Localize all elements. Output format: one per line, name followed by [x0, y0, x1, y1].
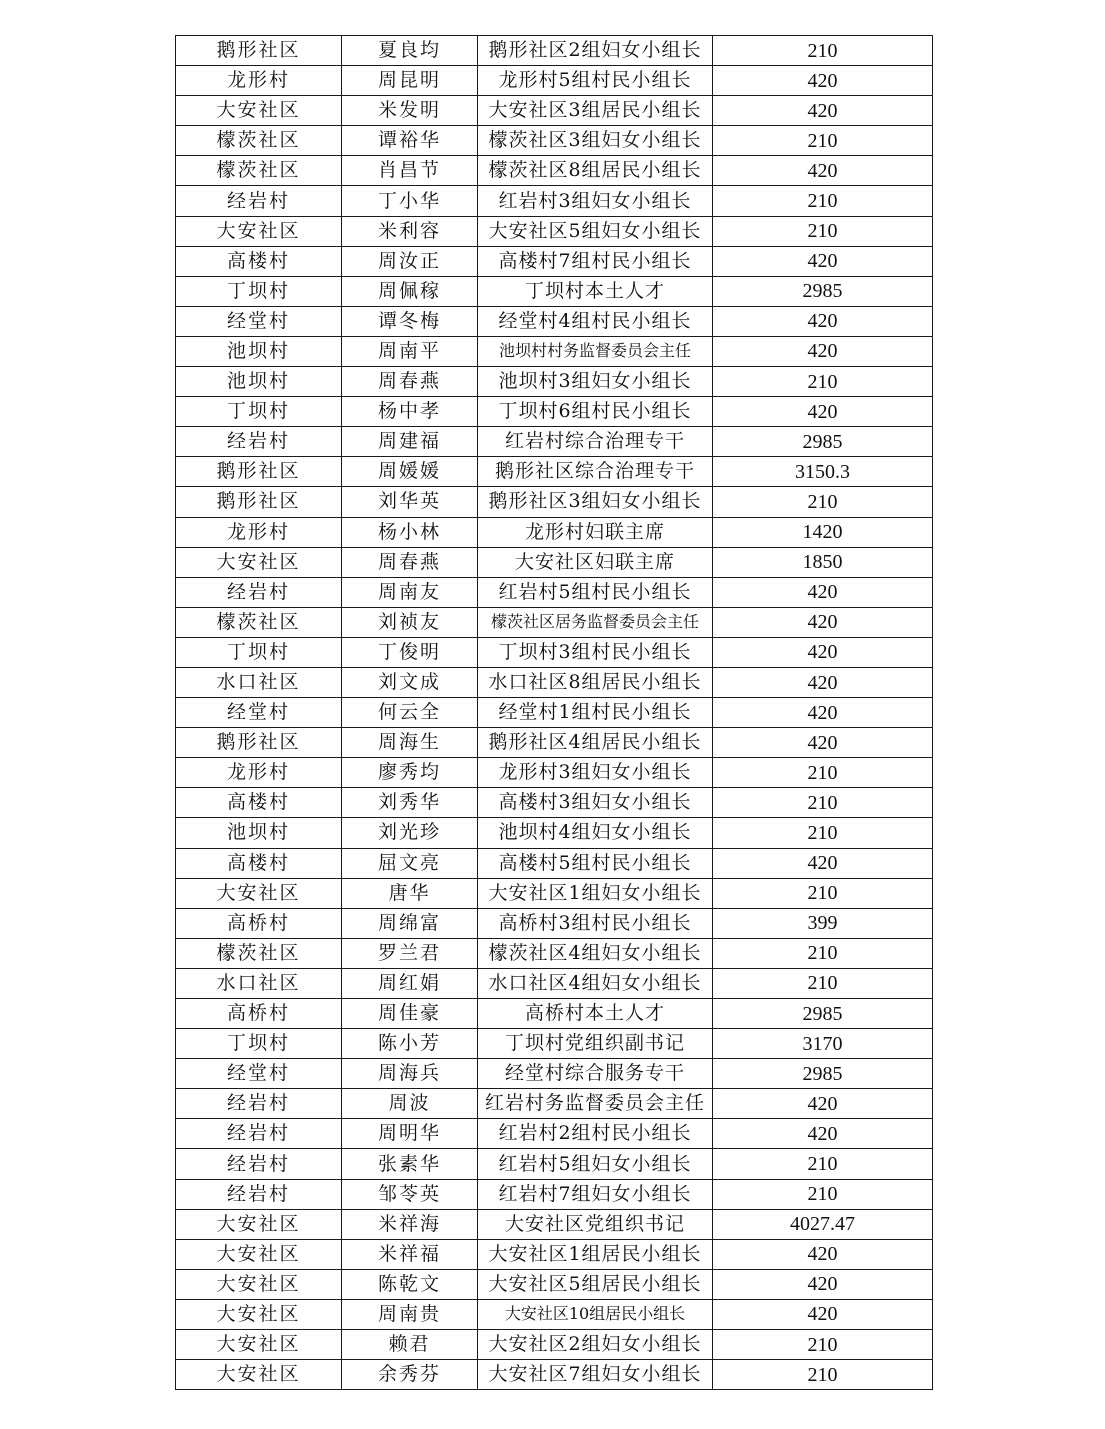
role-cell: 红岩村5组妇女小组长 — [478, 1149, 713, 1179]
org-cell: 大安社区 — [176, 1360, 342, 1390]
name-cell: 肖昌节 — [342, 156, 478, 186]
table-row — [176, 1330, 933, 1360]
org-cell: 大安社区 — [176, 1299, 342, 1329]
amount-cell: 420 — [713, 1239, 933, 1269]
role-cell: 大安社区10组居民小组长 — [478, 1299, 713, 1329]
name-cell: 张素华 — [342, 1149, 478, 1179]
name-cell: 屈文亮 — [342, 848, 478, 878]
amount-cell: 210 — [713, 367, 933, 397]
amount-cell: 420 — [713, 246, 933, 276]
role-cell: 大安社区妇联主席 — [478, 547, 713, 577]
table-row — [176, 186, 933, 216]
name-cell: 陈小芳 — [342, 1029, 478, 1059]
name-cell: 周建福 — [342, 427, 478, 457]
table-row — [176, 1059, 933, 1089]
table-row — [176, 1299, 933, 1329]
amount-cell: 420 — [713, 728, 933, 758]
table-row — [176, 336, 933, 366]
role-cell: 大安社区2组妇女小组长 — [478, 1330, 713, 1360]
table-row — [176, 246, 933, 276]
amount-cell: 210 — [713, 487, 933, 517]
amount-cell: 420 — [713, 848, 933, 878]
table-row — [176, 1239, 933, 1269]
org-cell: 龙形村 — [176, 517, 342, 547]
org-cell: 水口社区 — [176, 667, 342, 697]
org-cell: 大安社区 — [176, 1330, 342, 1360]
org-cell: 丁坝村 — [176, 276, 342, 306]
name-cell: 周佩稼 — [342, 276, 478, 306]
table-row — [176, 1089, 933, 1119]
org-cell: 檬茨社区 — [176, 607, 342, 637]
role-cell: 檬茨社区3组妇女小组长 — [478, 126, 713, 156]
name-cell: 邹苓英 — [342, 1179, 478, 1209]
name-cell: 周春燕 — [342, 547, 478, 577]
table-row — [176, 397, 933, 427]
role-cell: 高桥村本土人才 — [478, 999, 713, 1029]
org-cell: 高桥村 — [176, 999, 342, 1029]
table-row — [176, 1179, 933, 1209]
amount-cell: 420 — [713, 66, 933, 96]
org-cell: 大安社区 — [176, 216, 342, 246]
table-row — [176, 216, 933, 246]
table-row — [176, 276, 933, 306]
role-cell: 鹅形社区3组妇女小组长 — [478, 487, 713, 517]
name-cell: 唐华 — [342, 878, 478, 908]
table-row — [176, 637, 933, 667]
amount-cell: 420 — [713, 698, 933, 728]
org-cell: 经岩村 — [176, 1179, 342, 1209]
table-row — [176, 667, 933, 697]
amount-cell: 210 — [713, 186, 933, 216]
org-cell: 檬茨社区 — [176, 938, 342, 968]
role-cell: 经堂村综合服务专干 — [478, 1059, 713, 1089]
table-row — [176, 698, 933, 728]
org-cell: 经岩村 — [176, 1149, 342, 1179]
amount-cell: 1420 — [713, 517, 933, 547]
org-cell: 鹅形社区 — [176, 457, 342, 487]
org-cell: 经堂村 — [176, 1059, 342, 1089]
name-cell: 夏良均 — [342, 36, 478, 66]
org-cell: 池坝村 — [176, 367, 342, 397]
table-row — [176, 1269, 933, 1299]
table-row — [176, 126, 933, 156]
org-cell: 经岩村 — [176, 1089, 342, 1119]
role-cell: 檬茨社区居务监督委员会主任 — [478, 607, 713, 637]
org-cell: 大安社区 — [176, 1269, 342, 1299]
role-cell: 水口社区4组妇女小组长 — [478, 968, 713, 998]
role-cell: 龙形村3组妇女小组长 — [478, 758, 713, 788]
amount-cell: 210 — [713, 1149, 933, 1179]
table-row — [176, 607, 933, 637]
role-cell: 檬茨社区8组居民小组长 — [478, 156, 713, 186]
amount-cell: 399 — [713, 908, 933, 938]
table-row — [176, 908, 933, 938]
amount-cell: 210 — [713, 1330, 933, 1360]
name-cell: 杨小林 — [342, 517, 478, 547]
amount-cell: 3170 — [713, 1029, 933, 1059]
table-row — [176, 577, 933, 607]
table-row — [176, 487, 933, 517]
amount-cell: 420 — [713, 667, 933, 697]
name-cell: 廖秀均 — [342, 758, 478, 788]
amount-cell: 210 — [713, 126, 933, 156]
amount-cell: 420 — [713, 397, 933, 427]
org-cell: 经岩村 — [176, 427, 342, 457]
org-cell: 鹅形社区 — [176, 487, 342, 517]
role-cell: 大安社区5组居民小组长 — [478, 1269, 713, 1299]
name-cell: 周波 — [342, 1089, 478, 1119]
role-cell: 大安社区1组妇女小组长 — [478, 878, 713, 908]
name-cell: 米发明 — [342, 96, 478, 126]
role-cell: 大安社区党组织书记 — [478, 1209, 713, 1239]
name-cell: 周媛媛 — [342, 457, 478, 487]
role-cell: 池坝村3组妇女小组长 — [478, 367, 713, 397]
org-cell: 高楼村 — [176, 788, 342, 818]
role-cell: 丁坝村本土人才 — [478, 276, 713, 306]
amount-cell: 3150.3 — [713, 457, 933, 487]
table-body — [176, 36, 933, 1390]
name-cell: 周春燕 — [342, 367, 478, 397]
role-cell: 红岩村3组妇女小组长 — [478, 186, 713, 216]
table-row — [176, 1119, 933, 1149]
name-cell: 刘文成 — [342, 667, 478, 697]
name-cell: 周南友 — [342, 577, 478, 607]
org-cell: 经堂村 — [176, 698, 342, 728]
role-cell: 鹅形社区4组居民小组长 — [478, 728, 713, 758]
name-cell: 谭冬梅 — [342, 306, 478, 336]
org-cell: 大安社区 — [176, 96, 342, 126]
role-cell: 龙形村5组村民小组长 — [478, 66, 713, 96]
name-cell: 米祥海 — [342, 1209, 478, 1239]
table-row — [176, 1360, 933, 1390]
org-cell: 鹅形社区 — [176, 728, 342, 758]
role-cell: 池坝村村务监督委员会主任 — [478, 336, 713, 366]
amount-cell: 210 — [713, 968, 933, 998]
amount-cell: 210 — [713, 1179, 933, 1209]
org-cell: 龙形村 — [176, 758, 342, 788]
role-cell: 经堂村4组村民小组长 — [478, 306, 713, 336]
role-cell: 红岩村综合治理专干 — [478, 427, 713, 457]
table-row — [176, 758, 933, 788]
name-cell: 丁俊明 — [342, 637, 478, 667]
role-cell: 大安社区3组居民小组长 — [478, 96, 713, 126]
table-row — [176, 517, 933, 547]
name-cell: 刘华英 — [342, 487, 478, 517]
amount-cell: 210 — [713, 1360, 933, 1390]
amount-cell: 1850 — [713, 547, 933, 577]
name-cell: 周红娟 — [342, 968, 478, 998]
org-cell: 高楼村 — [176, 848, 342, 878]
table-row — [176, 547, 933, 577]
table-row — [176, 999, 933, 1029]
name-cell: 周南平 — [342, 336, 478, 366]
name-cell: 周汝正 — [342, 246, 478, 276]
org-cell: 鹅形社区 — [176, 36, 342, 66]
role-cell: 红岩村7组妇女小组长 — [478, 1179, 713, 1209]
role-cell: 高桥村3组村民小组长 — [478, 908, 713, 938]
role-cell: 高楼村5组村民小组长 — [478, 848, 713, 878]
table-row — [176, 818, 933, 848]
role-cell: 鹅形社区2组妇女小组长 — [478, 36, 713, 66]
role-cell: 高楼村3组妇女小组长 — [478, 788, 713, 818]
name-cell: 周昆明 — [342, 66, 478, 96]
amount-cell: 420 — [713, 96, 933, 126]
amount-cell: 420 — [713, 637, 933, 667]
role-cell: 鹅形社区综合治理专干 — [478, 457, 713, 487]
org-cell: 经岩村 — [176, 186, 342, 216]
table-row — [176, 848, 933, 878]
org-cell: 丁坝村 — [176, 1029, 342, 1059]
org-cell: 高楼村 — [176, 246, 342, 276]
role-cell: 大安社区7组妇女小组长 — [478, 1360, 713, 1390]
amount-cell: 210 — [713, 788, 933, 818]
amount-cell: 420 — [713, 336, 933, 366]
name-cell: 谭裕华 — [342, 126, 478, 156]
org-cell: 池坝村 — [176, 336, 342, 366]
org-cell: 经岩村 — [176, 1119, 342, 1149]
table-row — [176, 968, 933, 998]
role-cell: 丁坝村6组村民小组长 — [478, 397, 713, 427]
amount-cell: 420 — [713, 607, 933, 637]
name-cell: 周海兵 — [342, 1059, 478, 1089]
org-cell: 水口社区 — [176, 968, 342, 998]
amount-cell: 210 — [713, 36, 933, 66]
name-cell: 丁小华 — [342, 186, 478, 216]
amount-cell: 420 — [713, 156, 933, 186]
org-cell: 龙形村 — [176, 66, 342, 96]
name-cell: 周南贵 — [342, 1299, 478, 1329]
amount-cell: 420 — [713, 1299, 933, 1329]
role-cell: 丁坝村3组村民小组长 — [478, 637, 713, 667]
table-row — [176, 306, 933, 336]
org-cell: 大安社区 — [176, 547, 342, 577]
table-row — [176, 1149, 933, 1179]
table-row — [176, 1209, 933, 1239]
role-cell: 水口社区8组居民小组长 — [478, 667, 713, 697]
amount-cell: 420 — [713, 1119, 933, 1149]
table-row — [176, 878, 933, 908]
name-cell: 周佳豪 — [342, 999, 478, 1029]
amount-cell: 420 — [713, 306, 933, 336]
amount-cell: 2985 — [713, 276, 933, 306]
role-cell: 红岩村2组村民小组长 — [478, 1119, 713, 1149]
name-cell: 刘祯友 — [342, 607, 478, 637]
role-cell: 大安社区1组居民小组长 — [478, 1239, 713, 1269]
table-row — [176, 156, 933, 186]
org-cell: 檬茨社区 — [176, 156, 342, 186]
amount-cell: 210 — [713, 938, 933, 968]
role-cell: 高楼村7组村民小组长 — [478, 246, 713, 276]
role-cell: 丁坝村党组织副书记 — [478, 1029, 713, 1059]
org-cell: 檬茨社区 — [176, 126, 342, 156]
amount-cell: 420 — [713, 577, 933, 607]
org-cell: 池坝村 — [176, 818, 342, 848]
name-cell: 米利容 — [342, 216, 478, 246]
name-cell: 余秀芬 — [342, 1360, 478, 1390]
org-cell: 大安社区 — [176, 878, 342, 908]
name-cell: 刘秀华 — [342, 788, 478, 818]
name-cell: 何云全 — [342, 698, 478, 728]
table-row — [176, 1029, 933, 1059]
table-row — [176, 728, 933, 758]
amount-cell: 210 — [713, 216, 933, 246]
org-cell: 经岩村 — [176, 577, 342, 607]
name-cell: 米祥福 — [342, 1239, 478, 1269]
role-cell: 红岩村务监督委员会主任 — [478, 1089, 713, 1119]
name-cell: 杨中孝 — [342, 397, 478, 427]
table-row — [176, 788, 933, 818]
amount-cell: 210 — [713, 878, 933, 908]
role-cell: 红岩村5组村民小组长 — [478, 577, 713, 607]
role-cell: 檬茨社区4组妇女小组长 — [478, 938, 713, 968]
data-table — [175, 35, 933, 1390]
name-cell: 周海生 — [342, 728, 478, 758]
name-cell: 赖君 — [342, 1330, 478, 1360]
org-cell: 高桥村 — [176, 908, 342, 938]
role-cell: 龙形村妇联主席 — [478, 517, 713, 547]
name-cell: 刘光珍 — [342, 818, 478, 848]
amount-cell: 210 — [713, 758, 933, 788]
org-cell: 丁坝村 — [176, 397, 342, 427]
table-row — [176, 36, 933, 66]
table-row — [176, 367, 933, 397]
role-cell: 大安社区5组妇女小组长 — [478, 216, 713, 246]
amount-cell: 420 — [713, 1269, 933, 1299]
amount-cell: 2985 — [713, 1059, 933, 1089]
name-cell: 周明华 — [342, 1119, 478, 1149]
org-cell: 丁坝村 — [176, 637, 342, 667]
table-row — [176, 938, 933, 968]
org-cell: 大安社区 — [176, 1209, 342, 1239]
role-cell: 池坝村4组妇女小组长 — [478, 818, 713, 848]
amount-cell: 420 — [713, 1089, 933, 1119]
amount-cell: 210 — [713, 818, 933, 848]
name-cell: 周绵富 — [342, 908, 478, 938]
role-cell: 经堂村1组村民小组长 — [478, 698, 713, 728]
name-cell: 陈乾文 — [342, 1269, 478, 1299]
table-row — [176, 96, 933, 126]
name-cell: 罗兰君 — [342, 938, 478, 968]
org-cell: 经堂村 — [176, 306, 342, 336]
table-row — [176, 66, 933, 96]
amount-cell: 2985 — [713, 427, 933, 457]
table-row — [176, 457, 933, 487]
org-cell: 大安社区 — [176, 1239, 342, 1269]
amount-cell: 2985 — [713, 999, 933, 1029]
amount-cell: 4027.47 — [713, 1209, 933, 1239]
table-row — [176, 427, 933, 457]
